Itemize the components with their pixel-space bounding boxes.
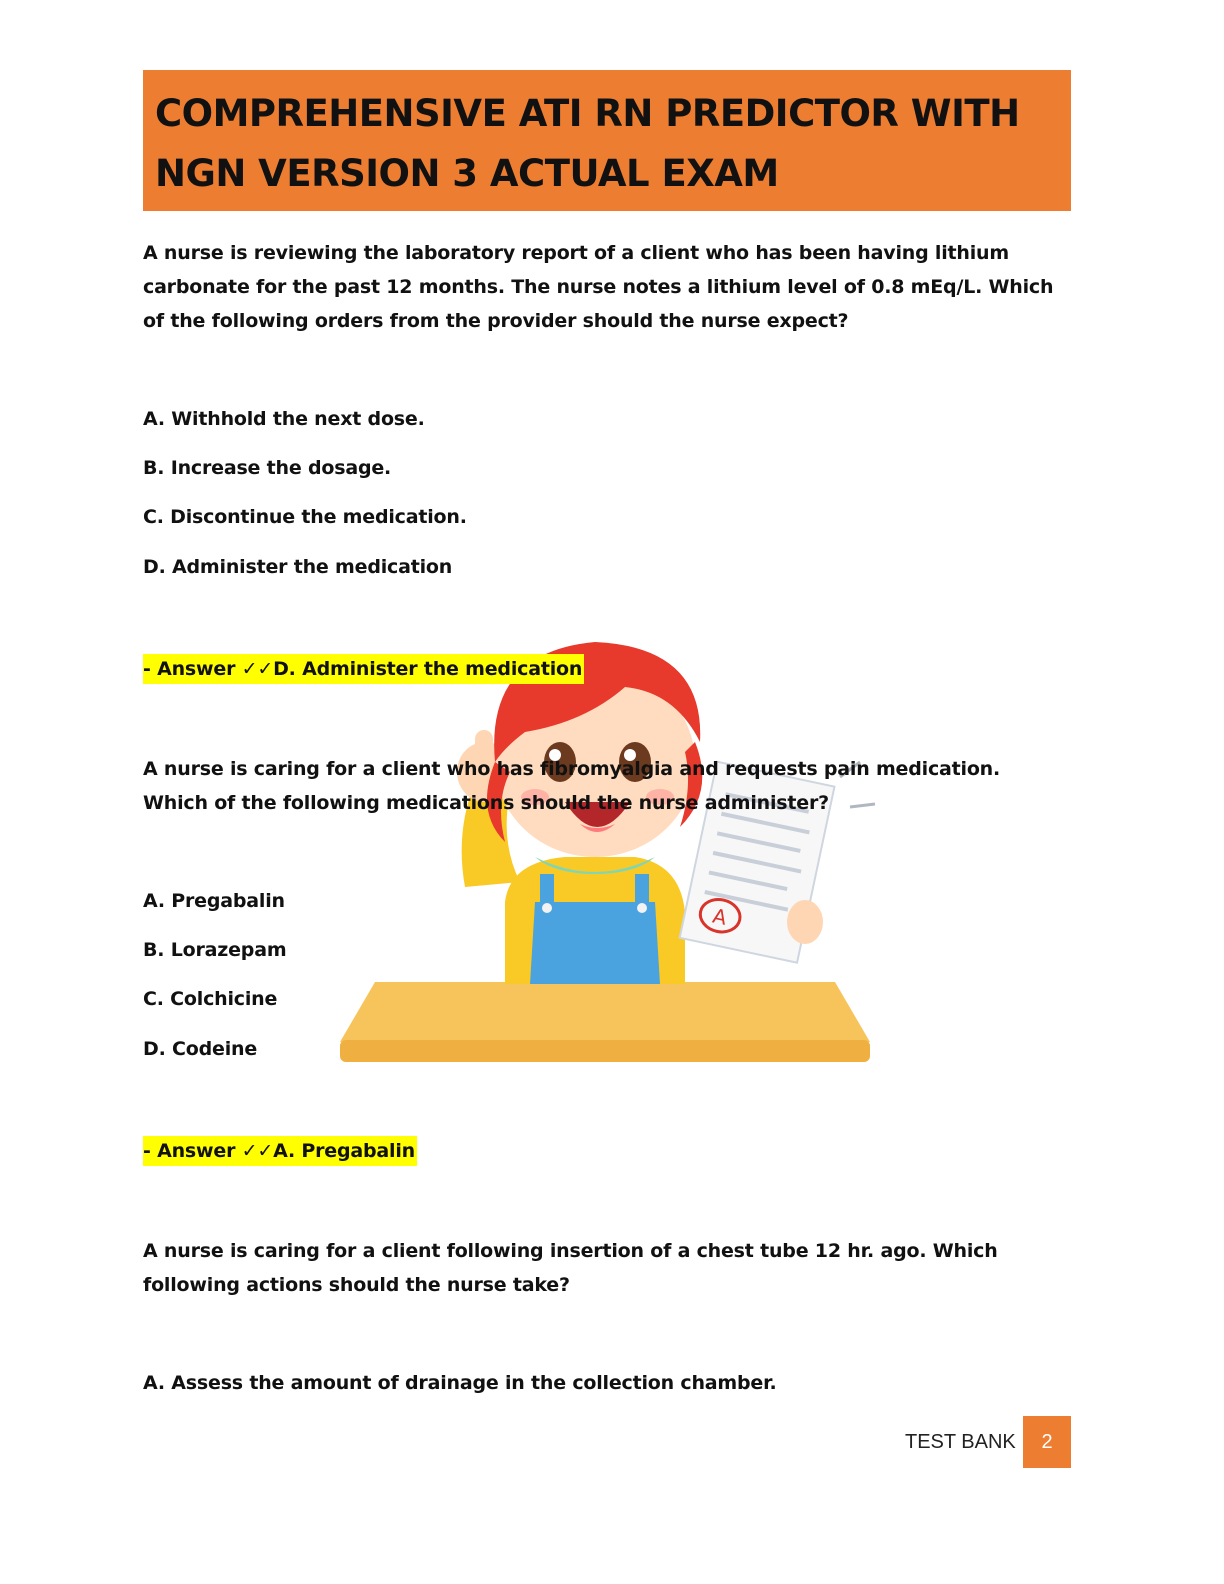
question-1-answer: - Answer ✓✓D. Administer the medication bbox=[143, 654, 584, 684]
question-1-option-c: C. Discontinue the medication. bbox=[143, 506, 467, 528]
title-line-1: COMPREHENSIVE ATI RN PREDICTOR WITH bbox=[155, 92, 1020, 135]
question-1-option-a: A. Withhold the next dose. bbox=[143, 408, 425, 430]
question-2-option-b: B. Lorazepam bbox=[143, 939, 287, 961]
title-banner bbox=[143, 70, 1071, 211]
question-3-stem: A nurse is caring for a client following insertion of a chest tube 12 hr. ago. Which following actions should the nurse take? bbox=[143, 1240, 998, 1296]
question-2-answer: - Answer ✓✓A. Pregabalin bbox=[143, 1136, 417, 1166]
question-2-stem: A nurse is caring for a client who has fibromyalgia and requests pain medication. Which of the following medications should the nurse administer? bbox=[143, 758, 1001, 814]
question-2-option-c: C. Colchicine bbox=[143, 988, 278, 1010]
title-line-2: NGN VERSION 3 ACTUAL EXAM bbox=[155, 152, 779, 195]
document-title bbox=[155, 84, 1059, 204]
question-2-option-a: A. Pregabalin bbox=[143, 890, 285, 912]
question-3-option-a: A. Assess the amount of drainage in the collection chamber. bbox=[143, 1372, 777, 1394]
question-1-option-d: D. Administer the medication bbox=[143, 556, 453, 578]
question-1-option-b: B. Increase the dosage. bbox=[143, 457, 392, 479]
question-2-option-d: D. Codeine bbox=[143, 1038, 258, 1060]
grade-mark: A bbox=[710, 903, 729, 930]
page-number: 2 bbox=[1023, 1416, 1071, 1468]
footer-label: TEST BANK bbox=[905, 1431, 1016, 1453]
question-1-stem: A nurse is reviewing the laboratory report of a client who has been having lithium carbonate for the past 12 months. The nurse notes a lithium level of 0.8 mEq/L. Which of the following orders from the provider should the nurse expect? bbox=[143, 242, 1054, 332]
